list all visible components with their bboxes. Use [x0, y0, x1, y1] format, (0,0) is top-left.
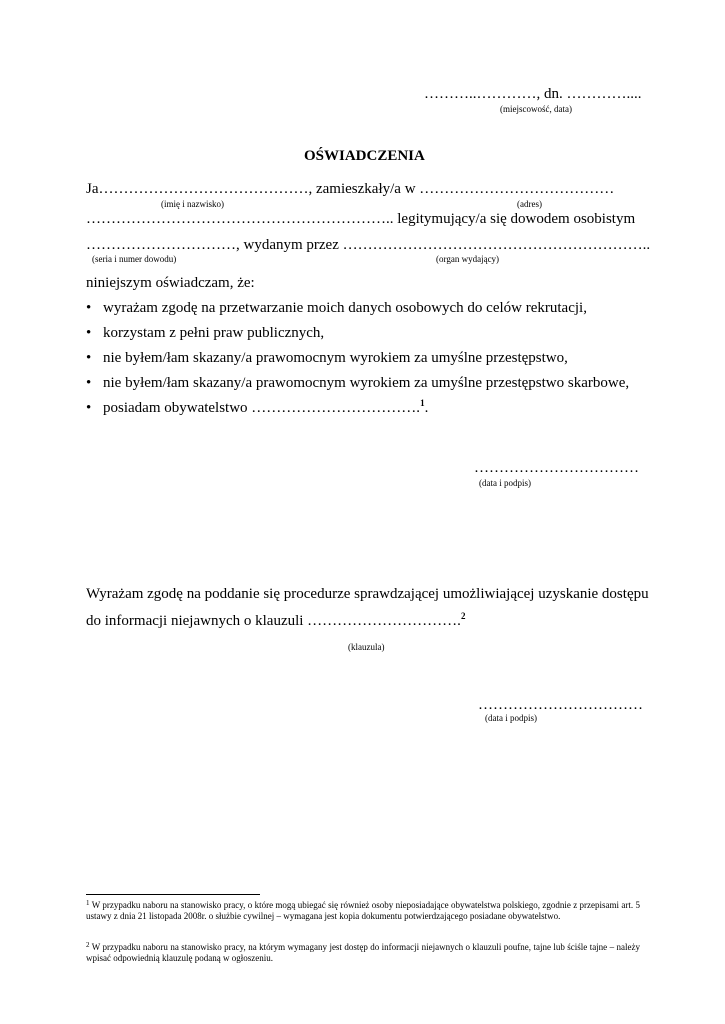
consent-line-1: Wyrażam zgodę na poddanie się procedurze sprawdzającej umożliwiającej uzyskanie dostępu	[86, 586, 649, 602]
footnote-number-1: 1	[86, 899, 90, 907]
footnote-1	[86, 900, 640, 922]
signature-caption-1: (data i podpis)	[479, 478, 531, 488]
footnote-separator	[86, 894, 260, 895]
bullet-icon: •	[86, 400, 92, 416]
bullet-icon: •	[86, 300, 92, 316]
document-title: OŚWIADCZENIA	[304, 148, 425, 164]
clearance-field[interactable]: do informacji niejawnych o klauzuli ………………………….	[86, 613, 461, 629]
consent-line-2[interactable]	[86, 613, 465, 630]
footnote-text-2: W przypadku naboru na stanowisko pracy, na którym wymagany jest dostęp do informacji niejawnych o klauzuli poufne, tajne lub ściśle tajne – należy wpisać odpowiednią klauzulę podaną w ogłoszeniu.	[86, 942, 640, 963]
declaration-item-text: korzystam z pełni praw publicznych,	[103, 325, 325, 341]
declaration-item	[86, 296, 629, 321]
declaration-item	[86, 321, 629, 346]
declaration-item	[86, 396, 629, 421]
issuing-authority-caption: (organ wydający)	[436, 254, 500, 264]
footnote-ref-2[interactable]: 2	[460, 611, 466, 621]
bullet-icon: •	[86, 325, 92, 341]
footnote-text-1: W przypadku naboru na stanowisko pracy, o które mogą ubiegać się również osoby nieposiadające obywatelstwa polskiego, zgodnie z przepisami art. 5 ustawy z dnia 21 listopada 2008r. o służbie cywilnej – wymagana jest kopia dokumentu potwierdzającego posiadane obywatelstwo.	[86, 900, 640, 921]
signature-line-1[interactable]: ……………………………	[474, 460, 639, 476]
declaration-intro: niniejszym oświadczam, że:	[86, 275, 255, 291]
id-document-line[interactable]: …………………………………………………….. legitymujący/a się dowodem osobistym	[86, 211, 636, 227]
declaration-item	[86, 371, 629, 396]
place-date-caption: (miejscowość, data)	[500, 104, 572, 114]
name-caption: (imię i nazwisko)	[161, 199, 224, 209]
declaration-item-text: wyrażam zgodę na przetwarzanie moich danych osobowych do celów rekrutacji,	[103, 300, 587, 316]
declaration-item	[86, 346, 629, 371]
declaration-item-text: nie byłem/łam skazany/a prawomocnym wyrokiem za umyślne przestępstwo skarbowe,	[103, 375, 630, 391]
bullet-icon: •	[86, 350, 92, 366]
id-number-caption: (seria i numer dowodu)	[92, 254, 177, 264]
name-address-line[interactable]: Ja……………………………………, zamieszkały/a w …………………………………	[86, 181, 615, 197]
id-number-authority-line[interactable]: …………………………, wydanym przez ……………………………………………………..	[86, 237, 651, 253]
place-date-line[interactable]: ………..…………, dn. …………....	[424, 86, 642, 102]
declaration-item-text: nie byłem/łam skazany/a prawomocnym wyrokiem za umyślne przestępstwo,	[103, 350, 568, 366]
signature-line-2[interactable]: ……………………………	[478, 697, 643, 713]
citizenship-field[interactable]: posiadam obywatelstwo …………………………….	[103, 400, 421, 416]
footnote-number-2: 2	[86, 941, 90, 949]
footnote-2	[86, 942, 640, 964]
bullet-icon: •	[86, 375, 92, 391]
footnote-ref-1[interactable]: 1	[420, 398, 425, 408]
declaration-list	[86, 296, 629, 421]
address-caption: (adres)	[517, 199, 542, 209]
item-terminator: .	[424, 400, 429, 416]
signature-caption-2: (data i podpis)	[485, 713, 537, 723]
clearance-caption: (klauzula)	[348, 642, 385, 652]
